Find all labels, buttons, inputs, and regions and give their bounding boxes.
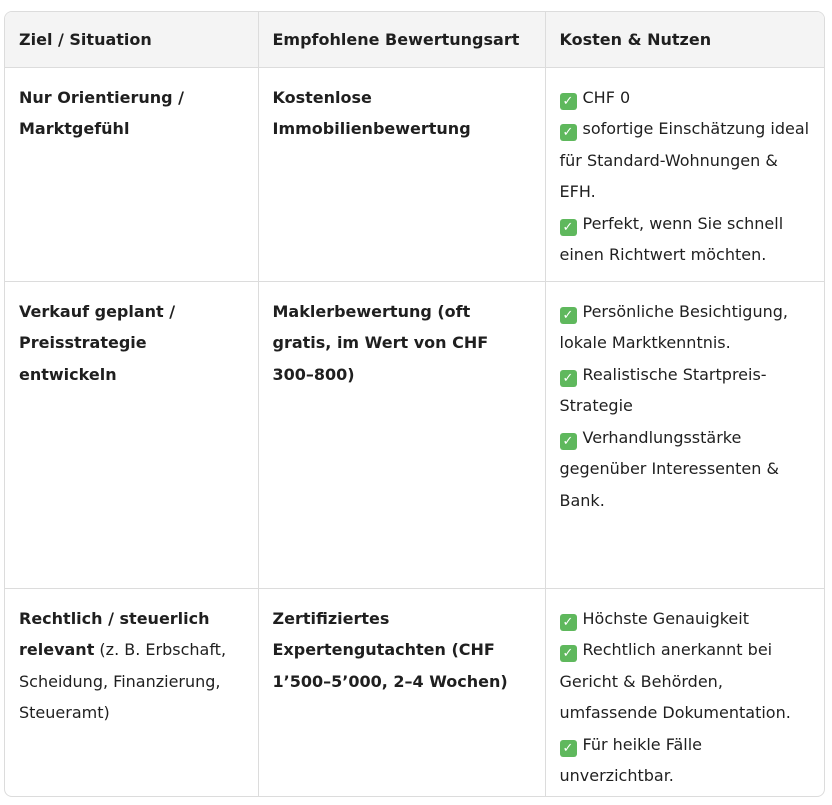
- benefits-cell: [545, 588, 825, 797]
- benefit-item: [560, 359, 813, 422]
- benefit-item: [560, 82, 813, 114]
- benefit-item: [560, 208, 813, 271]
- benefits-cell: [545, 67, 825, 281]
- benefit-text: Verhandlungsstärke gegenüber Interessenten & Bank.: [559, 427, 779, 510]
- method-label: Maklerbewertung (oft gratis, im Wert von CHF 300–800): [272, 301, 489, 384]
- method-cell: [258, 588, 545, 797]
- benefits-cell: [545, 281, 825, 588]
- benefit-item: [560, 422, 813, 517]
- table-header-row: [5, 12, 825, 67]
- header-goal-situation: Ziel / Situation: [5, 12, 258, 67]
- benefit-item: [560, 296, 813, 359]
- comparison-table-container: [4, 11, 825, 797]
- benefit-text: Höchste Genauigkeit: [582, 608, 749, 628]
- situation-label: Verkauf geplant / Preisstrategie entwickeln: [19, 301, 176, 384]
- check-mark-icon: ✓: [560, 370, 577, 387]
- benefit-text: Rechtlich anerkannt bei Gericht & Behörden, umfassende Dokumentation.: [559, 640, 791, 722]
- benefit-item: [560, 113, 813, 208]
- method-cell: [258, 67, 545, 281]
- method-cell: [258, 281, 545, 588]
- table-row: [5, 588, 825, 797]
- benefit-text: CHF 0: [582, 87, 631, 107]
- check-mark-icon: ✓: [560, 645, 577, 662]
- benefit-item: [560, 729, 813, 792]
- header-recommended-method: Empfohlene Bewertungsart: [258, 12, 545, 67]
- check-mark-icon: ✓: [560, 219, 577, 236]
- situation-label: Nur Orientierung / Marktgefühl: [19, 87, 184, 138]
- benefit-item: [560, 634, 813, 729]
- benefit-text: Für heikle Fälle unverzichtbar.: [559, 734, 702, 785]
- situation-label: Rechtlich / steuerlich relevant: [19, 608, 210, 659]
- situation-note: (z. B. Erbschaft, Scheidung, Finanzierung, Steueramt): [19, 640, 227, 722]
- check-mark-icon: ✓: [560, 614, 577, 631]
- situation-cell: [5, 281, 258, 588]
- method-label: Kostenlose Immobilienbewertung: [272, 87, 471, 138]
- check-mark-icon: ✓: [560, 433, 577, 450]
- benefit-text: Persönliche Besichtigung, lokale Marktkenntnis.: [559, 301, 788, 352]
- check-mark-icon: ✓: [560, 124, 577, 141]
- situation-cell: [5, 588, 258, 797]
- check-mark-icon: ✓: [560, 740, 577, 757]
- benefit-text: Perfekt, wenn Sie schnell einen Richtwert möchten.: [559, 213, 784, 264]
- method-label: Zertifiziertes Expertengutachten (CHF 1’500–5’000, 2–4 Wochen): [272, 608, 508, 691]
- check-mark-icon: ✓: [560, 307, 577, 324]
- table-row: [5, 67, 825, 281]
- benefit-text: sofortige Einschätzung ideal für Standard-Wohnungen & EFH.: [559, 119, 810, 201]
- table-row: [5, 281, 825, 588]
- valuation-comparison-table: [5, 12, 825, 797]
- header-costs-benefits: Kosten & Nutzen: [545, 12, 825, 67]
- situation-cell: [5, 67, 258, 281]
- benefit-text: Realistische Startpreis-Strategie: [559, 364, 767, 415]
- benefit-item: [560, 603, 813, 635]
- check-mark-icon: ✓: [560, 93, 577, 110]
